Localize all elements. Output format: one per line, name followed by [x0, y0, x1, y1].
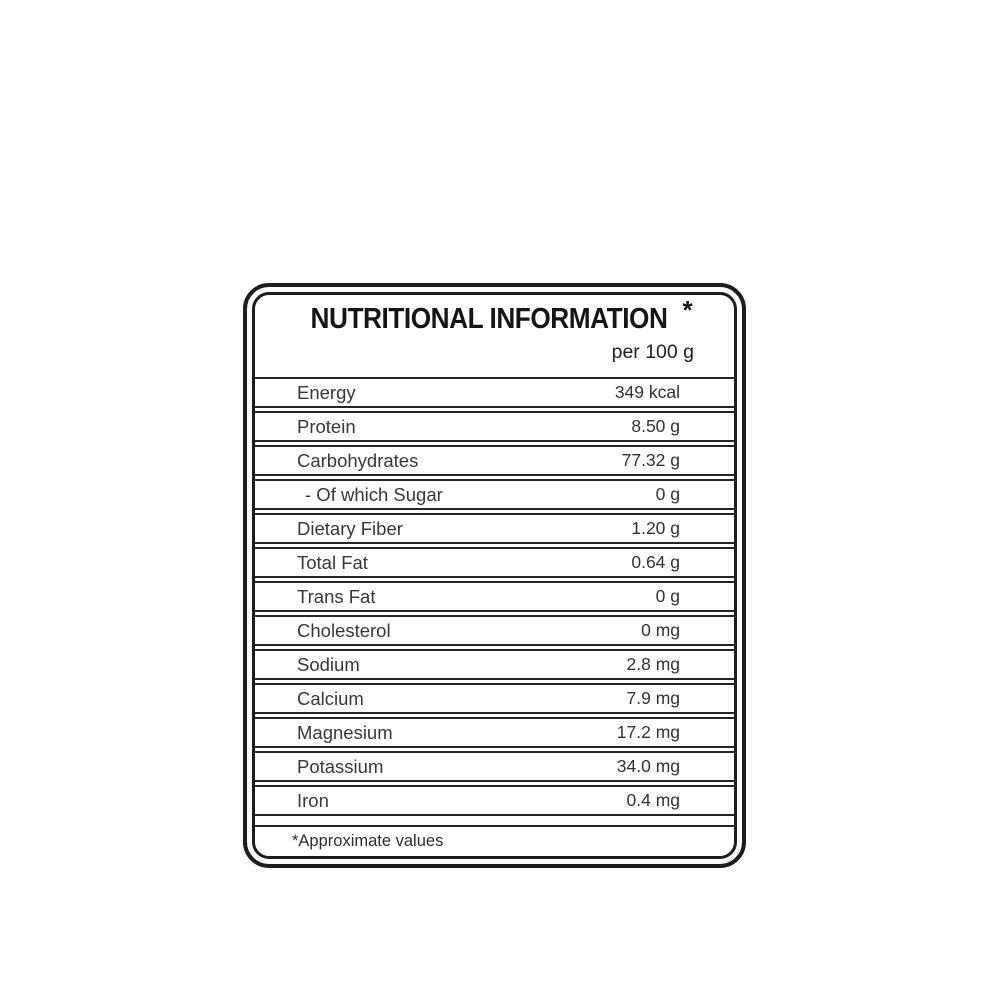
nutrient-name: Carbohydrates: [297, 449, 419, 471]
nutrient-value: 2.8 mg: [626, 654, 680, 674]
nutrient-value: 34.0 mg: [616, 756, 680, 776]
nutrient-name: Trans Fat: [297, 585, 376, 607]
label-header: [255, 295, 734, 377]
nutrient-name: Protein: [297, 415, 356, 437]
nutrient-value: 1.20 g: [631, 518, 680, 538]
table-row: [255, 513, 734, 544]
footnote-text: *Approximate values: [292, 831, 444, 850]
nutrient-name: Magnesium: [297, 721, 393, 743]
nutrient-name: Dietary Fiber: [297, 517, 403, 539]
nutrient-value: 0 g: [655, 484, 680, 504]
nutrient-value: 8.50 g: [631, 416, 680, 436]
table-row: [255, 785, 734, 816]
nutrient-name: - Of which Sugar: [305, 483, 443, 505]
label-title-line: [255, 295, 734, 339]
nutrient-value: 0.64 g: [631, 552, 680, 572]
nutrient-name: Cholesterol: [297, 619, 391, 641]
table-row: [255, 751, 734, 782]
table-row: [255, 377, 734, 408]
table-row: [255, 615, 734, 646]
nutrient-name: Energy: [297, 381, 356, 403]
nutrient-value: 0 mg: [641, 620, 680, 640]
nutrient-name: Iron: [297, 789, 329, 811]
nutrient-value: 77.32 g: [621, 450, 680, 470]
nutrient-value: 349 kcal: [614, 382, 680, 402]
table-row: [255, 683, 734, 714]
table-row: [255, 547, 734, 578]
table-row: [255, 411, 734, 442]
nutrition-label-inner-frame: [252, 292, 737, 859]
table-row: [255, 581, 734, 612]
nutrient-name: Calcium: [297, 687, 364, 709]
nutrition-label: [243, 283, 746, 868]
nutrient-name: Total Fat: [297, 551, 368, 573]
table-row: [255, 479, 734, 510]
nutrient-name: Sodium: [297, 653, 360, 675]
label-title: NUTRITIONAL INFORMATION: [310, 303, 668, 335]
nutrient-table: [255, 377, 734, 822]
nutrient-name: Potassium: [297, 755, 384, 777]
nutrient-value: 17.2 mg: [616, 722, 680, 742]
serving-size-text: per 100 g: [611, 341, 694, 363]
table-row: [255, 445, 734, 476]
nutrient-value: 7.9 mg: [626, 688, 680, 708]
table-row: [255, 649, 734, 680]
footnote-row: [255, 825, 734, 857]
nutrient-value: 0 g: [655, 586, 680, 606]
table-row: [255, 717, 734, 748]
nutrient-value: 0.4 mg: [626, 790, 680, 810]
title-asterisk: *: [682, 295, 693, 325]
